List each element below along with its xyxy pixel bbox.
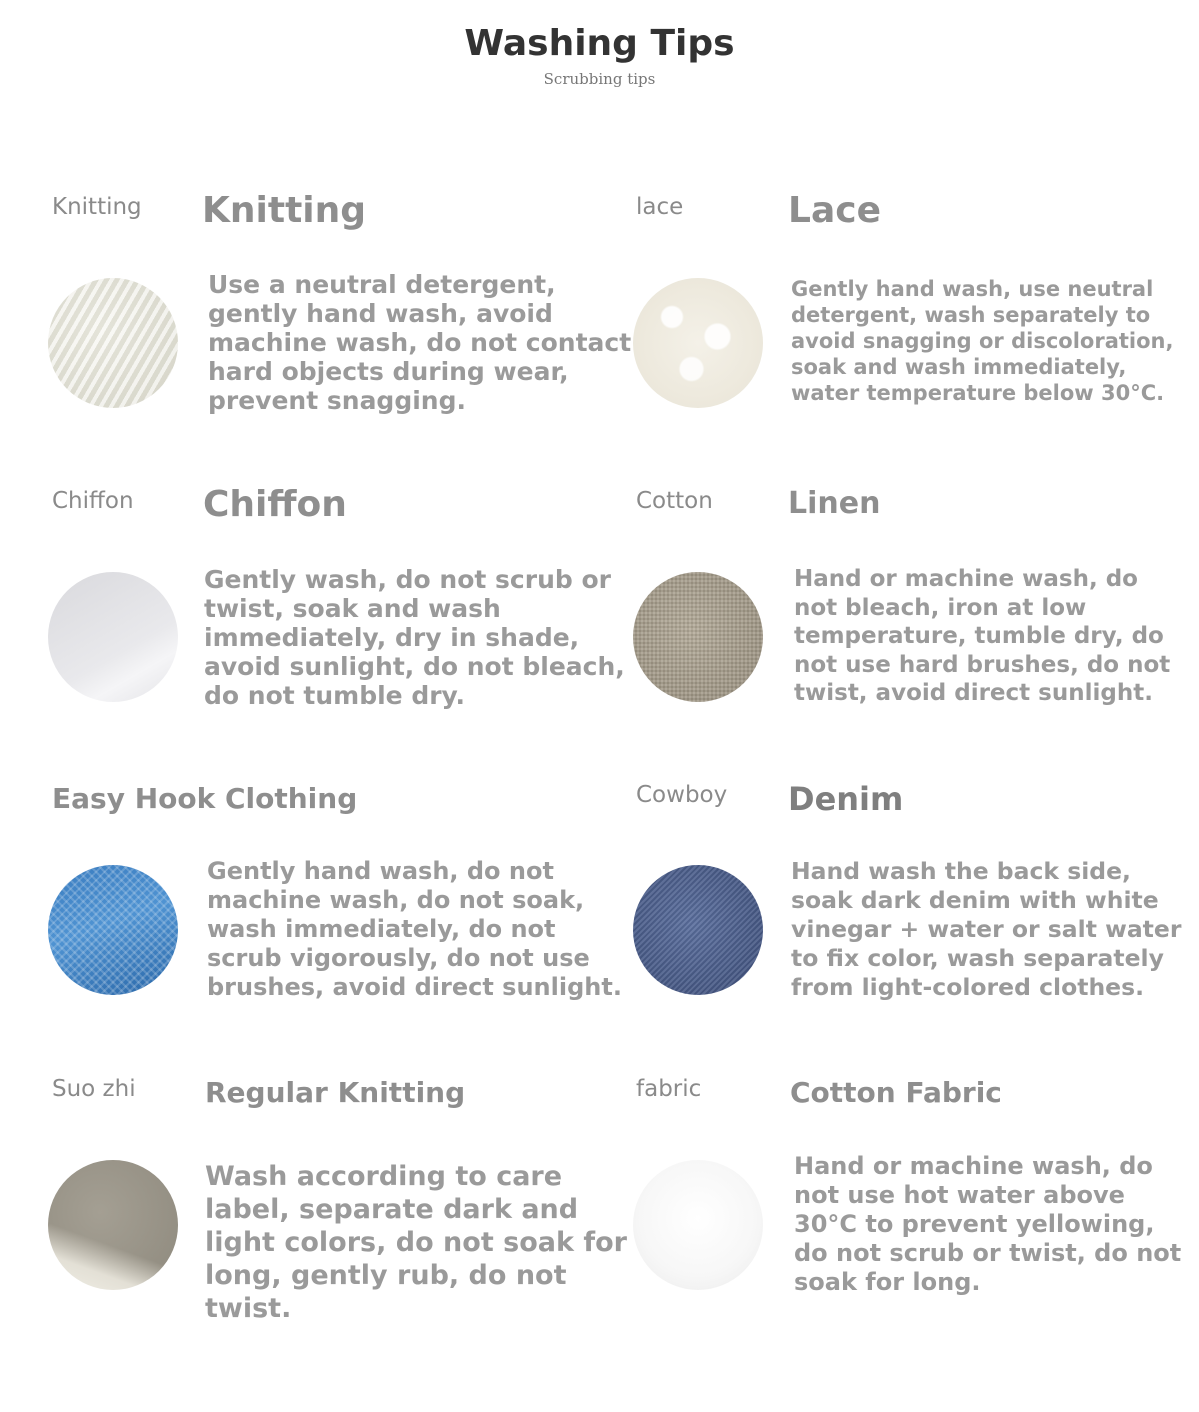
linen-description: Hand or machine wash, do not bleach, iron at low temperature, tumble dry, do not use hard brushes, do not twist, avoid direct sunlight. [794,566,1171,706]
regular-knitting-heading: Regular Knitting [205,1076,466,1109]
lace-heading: Lace [788,190,881,231]
cotton-fabric-description: Hand or machine wash, do not use hot water above 30°C to prevent yellowing, do not scrub or twist, do not soak for long. [794,1152,1182,1296]
page-title: Washing Tips [464,23,735,64]
mesh-swatch [48,865,178,995]
linen-label: Cotton [636,488,713,514]
page-subtitle: Scrubbing tips [543,70,656,88]
lace-description: Gently hand wash, use neutral detergent, wash separately to avoid snagging or discoloration, soak and wash immediately, water temperature below 30°C. [791,277,1174,405]
knitting-label: Knitting [52,194,142,220]
lace-swatch [633,278,763,408]
easy-hook-heading: Easy Hook Clothing [52,782,358,815]
linen-swatch [633,572,763,702]
denim-description: Hand wash the back side, soak dark denim with white vinegar + water or salt water to fix color, wash separately from light-colored clothes. [791,857,1182,1001]
knitting-heading: Knitting [202,190,367,231]
chiffon-description: Gently wash, do not scrub or twist, soak and wash immediately, dry in shade, avoid sunlight, do not bleach, do not tumble dry. [204,565,625,710]
cotton-fabric-swatch [633,1160,763,1290]
lace-label: lace [636,194,684,220]
denim-swatch [633,865,763,995]
denim-heading: Denim [788,780,904,818]
regular-knitting-description: Wash according to care label, separate dark and light colors, do not soak for long, gently rub, do not twist. [205,1161,627,1324]
denim-label: Cowboy [636,782,728,808]
linen-heading: Linen [788,486,881,521]
knitting-swatch [48,278,178,408]
cotton-fabric-heading: Cotton Fabric [790,1076,1002,1109]
chiffon-swatch [48,572,178,702]
knitting-description: Use a neutral detergent, gently hand wash, avoid machine wash, do not contact hard objects during wear, prevent snagging. [208,270,632,415]
chiffon-label: Chiffon [52,488,134,514]
cotton-fabric-label: fabric [636,1076,702,1102]
easy-hook-description: Gently hand wash, do not machine wash, do not soak, wash immediately, do not scrub vigorously, do not use brushes, avoid direct sunlight. [207,857,622,1001]
chiffon-heading: Chiffon [203,484,347,525]
regular-knitting-label: Suo zhi [52,1076,136,1102]
regular-knitting-swatch [48,1160,178,1290]
